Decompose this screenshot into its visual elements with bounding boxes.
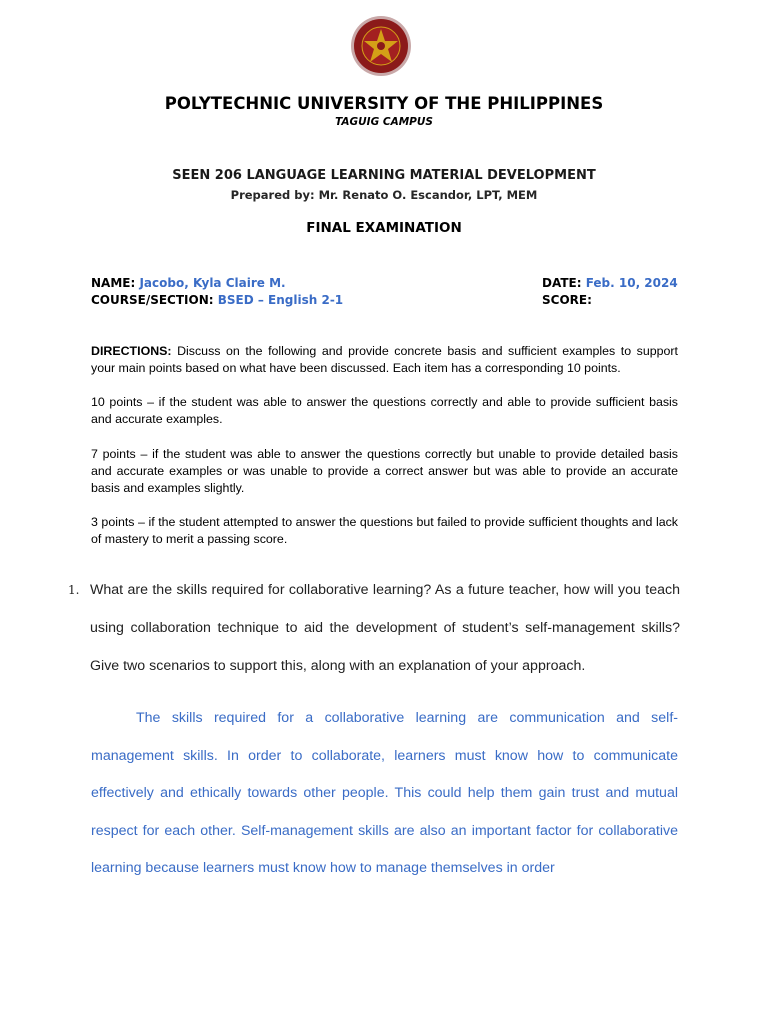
prepared-by: Prepared by: Mr. Renato O. Escandor, LPT, MEM <box>230 188 538 202</box>
directions-paragraph <box>91 343 678 377</box>
name-label: NAME: <box>91 276 136 290</box>
date-value: Feb. 10, 2024 <box>585 276 678 290</box>
question-number: 1. <box>68 583 80 597</box>
university-seal-logo <box>350 15 412 77</box>
question-text: What are the skills required for collaborative learning? As a future teacher, how will you teach using collaboration technique to aid the development of student’s self-management skills? Give two scenarios to support this, along with an explanation of your approach. <box>90 582 680 674</box>
score-row <box>542 293 592 307</box>
rubric-7-points: 7 points – if the student was able to answer the questions correctly but unable to provide detailed basis and accurate examples or was unable to provide a correct answer but was able to provide an accurate basis and examples slightly. <box>91 447 678 495</box>
campus-name: TAGUIG CAMPUS <box>335 116 433 128</box>
rubric-3-points: 3 points – if the student attempted to answer the questions but failed to provide sufficient thoughts and lack of mastery to merit a passing score. <box>91 515 678 546</box>
student-name-row <box>91 276 286 290</box>
course-section-value: BSED – English 2-1 <box>217 293 344 307</box>
score-label: SCORE: <box>542 293 592 307</box>
directions-label: DIRECTIONS: <box>91 344 172 358</box>
date-label: DATE: <box>542 276 582 290</box>
question-1 <box>68 571 680 685</box>
answer-paragraph: The skills required for a collaborative learning are communication and self-management skills. In order to collaborate, learners must know how to communicate effectively and ethically towards other people. This could help them gain trust and mutual respect for each other. Self-management skills are also an important factor for collaborative learning because learners must know how to manage themselves in order <box>91 710 678 876</box>
name-value: Jacobo, Kyla Claire M. <box>139 276 286 290</box>
directions-text: Discuss on the following and provide concrete basis and sufficient examples to support your main points based on what have been discussed. Each item has a corresponding 10 points. <box>91 344 678 375</box>
exam-title: FINAL EXAMINATION <box>306 220 462 236</box>
course-title: SEEN 206 LANGUAGE LEARNING MATERIAL DEVELOPMENT <box>172 168 596 183</box>
course-section-row <box>91 293 343 307</box>
university-name: POLYTECHNIC UNIVERSITY OF THE PHILIPPINES <box>164 94 604 113</box>
course-section-label: COURSE/SECTION: <box>91 293 214 307</box>
date-row <box>542 276 678 290</box>
rubric-10-points: 10 points – if the student was able to answer the questions correctly and able to provide sufficient basis and accurate examples. <box>91 395 678 426</box>
